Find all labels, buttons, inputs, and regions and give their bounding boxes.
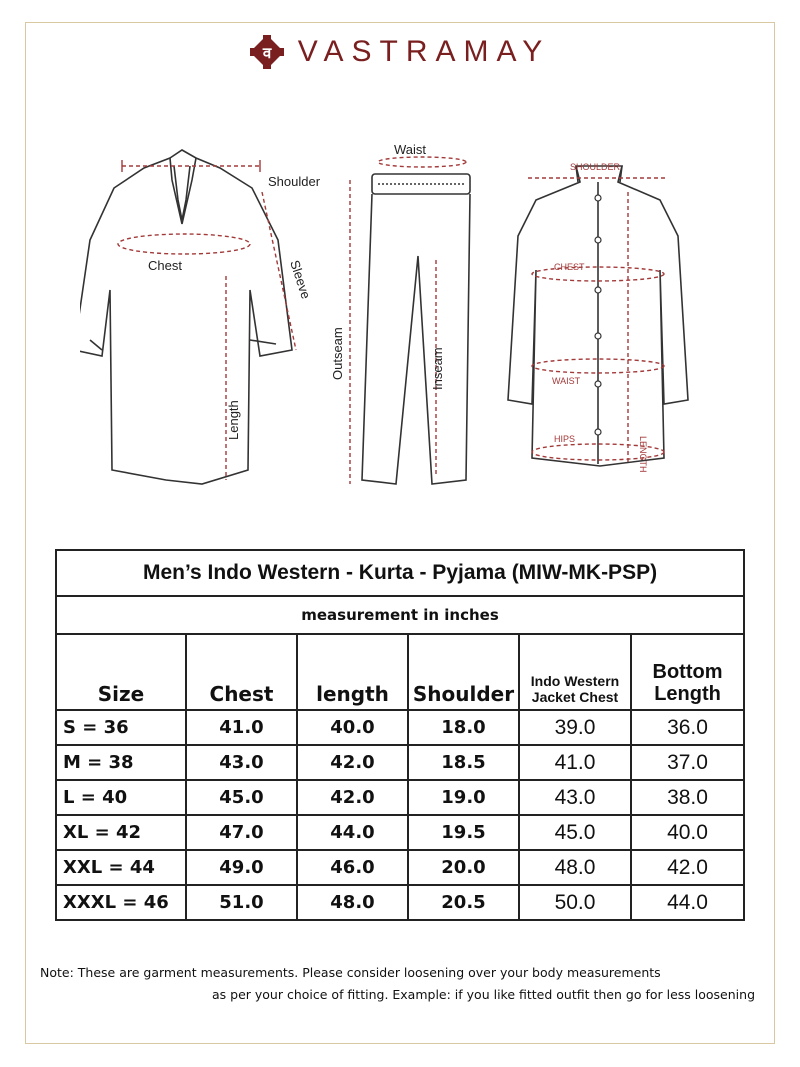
table-row xyxy=(56,710,744,745)
cell-length: 46.0 xyxy=(297,850,408,885)
cell-bottom-length: 42.0 xyxy=(631,850,744,885)
cell-length: 44.0 xyxy=(297,815,408,850)
cell-bottom-length: 37.0 xyxy=(631,745,744,780)
cell-chest: 49.0 xyxy=(186,850,297,885)
cell-jacket-chest: 41.0 xyxy=(519,745,631,780)
note-line-2: as per your choice of fitting. Example: if you like fitted outfit then go for less loosening xyxy=(212,987,755,1002)
cell-length: 42.0 xyxy=(297,745,408,780)
cell-bottom-length: 44.0 xyxy=(631,885,744,920)
cell-size: S = 36 xyxy=(56,710,186,745)
cell-chest: 43.0 xyxy=(186,745,297,780)
jacket-illustration xyxy=(508,166,688,466)
header-size: Size xyxy=(56,634,186,710)
cell-jacket-chest: 39.0 xyxy=(519,710,631,745)
table-row xyxy=(56,745,744,780)
pyjama-waist-label: Waist xyxy=(394,142,427,157)
cell-bottom-length: 38.0 xyxy=(631,780,744,815)
brand-name: VASTRAMAY xyxy=(297,35,551,68)
pyjama-illustration xyxy=(362,174,470,484)
kurta-chest-label: Chest xyxy=(148,258,182,273)
cell-shoulder: 20.0 xyxy=(408,850,519,885)
header-bottom-line1: Bottom xyxy=(652,661,723,683)
cell-jacket-chest: 45.0 xyxy=(519,815,631,850)
size-chart xyxy=(55,549,743,921)
cell-size: M = 38 xyxy=(56,745,186,780)
cell-length: 40.0 xyxy=(297,710,408,745)
brand-header xyxy=(0,26,800,78)
cell-length: 42.0 xyxy=(297,780,408,815)
kurta-sleeve-label: Sleeve xyxy=(287,258,314,301)
header-chest: Chest xyxy=(186,634,297,710)
kurta-length-label: Length xyxy=(226,400,241,440)
cell-shoulder: 18.5 xyxy=(408,745,519,780)
cell-chest: 51.0 xyxy=(186,885,297,920)
size-chart-table xyxy=(55,549,745,921)
header-length: length xyxy=(297,634,408,710)
brand-emblem-icon xyxy=(250,35,284,69)
kurta-illustration xyxy=(80,150,292,484)
table-row xyxy=(56,850,744,885)
cell-length: 48.0 xyxy=(297,885,408,920)
cell-chest: 45.0 xyxy=(186,780,297,815)
header-bottom-line2: Length xyxy=(654,683,721,705)
cell-chest: 47.0 xyxy=(186,815,297,850)
jacket-shoulder-label: SHOULDER xyxy=(570,162,621,172)
pyjama-outseam-label: Outseam xyxy=(330,327,345,380)
fitting-note xyxy=(40,962,755,1006)
cell-size: XXL = 44 xyxy=(56,850,186,885)
cell-size: XXXL = 46 xyxy=(56,885,186,920)
table-row xyxy=(56,885,744,920)
cell-shoulder: 18.0 xyxy=(408,710,519,745)
header-bottom-length xyxy=(631,634,744,710)
cell-shoulder: 19.0 xyxy=(408,780,519,815)
cell-jacket-chest: 50.0 xyxy=(519,885,631,920)
cell-jacket-chest: 48.0 xyxy=(519,850,631,885)
jacket-chest-label: CHEST xyxy=(554,262,585,272)
table-row xyxy=(56,780,744,815)
header-shoulder: Shoulder xyxy=(408,634,519,710)
header-jacket-chest-line2: Jacket Chest xyxy=(531,688,619,705)
cell-shoulder: 20.5 xyxy=(408,885,519,920)
kurta-shoulder-label: Shoulder xyxy=(268,174,321,189)
jacket-length-label: LENGTH xyxy=(638,436,648,473)
cell-bottom-length: 40.0 xyxy=(631,815,744,850)
cell-size: L = 40 xyxy=(56,780,186,815)
table-subtitle: measurement in inches xyxy=(56,596,744,634)
cell-bottom-length: 36.0 xyxy=(631,710,744,745)
header-jacket-chest xyxy=(519,634,631,710)
header-jacket-chest-line1: Indo Western xyxy=(530,672,620,689)
cell-size: XL = 42 xyxy=(56,815,186,850)
cell-shoulder: 19.5 xyxy=(408,815,519,850)
brand-emblem-letter: व xyxy=(262,44,271,62)
size-rows xyxy=(56,710,744,920)
pyjama-inseam-label: Inseam xyxy=(430,347,445,390)
cell-chest: 41.0 xyxy=(186,710,297,745)
jacket-waist-label: WAIST xyxy=(552,376,581,386)
jacket-hips-label: HIPS xyxy=(554,434,576,444)
cell-jacket-chest: 43.0 xyxy=(519,780,631,815)
kurta-markers xyxy=(118,160,296,480)
note-line-1: Note: These are garment measurements. Please consider loosening over your body measurements xyxy=(40,965,661,980)
table-title: Men’s Indo Western - Kurta - Pyjama (MIW-MK-PSP) xyxy=(56,550,744,596)
table-row xyxy=(56,815,744,850)
measurement-diagram xyxy=(80,140,720,500)
